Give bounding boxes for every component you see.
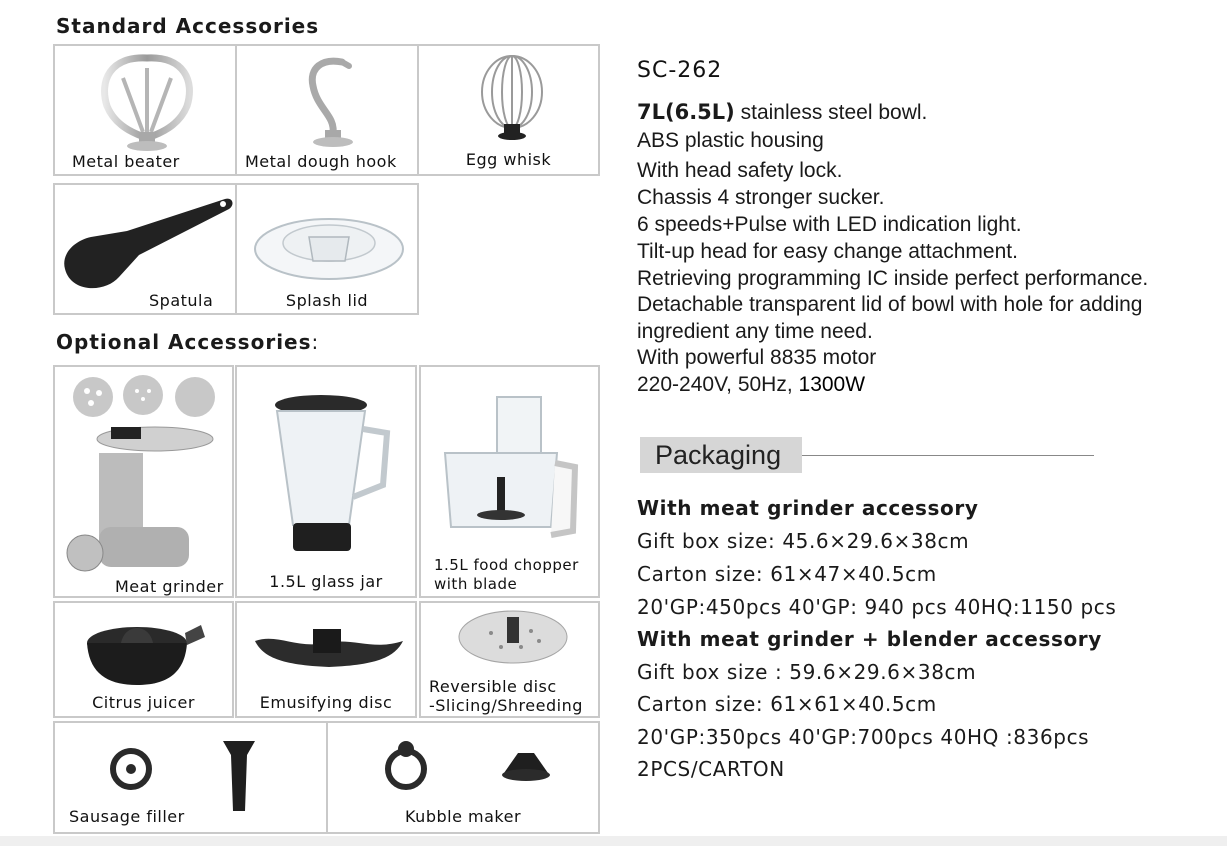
caption: with blade <box>434 575 518 593</box>
caption: Spatula <box>149 291 214 310</box>
packaging-line: 20'GP:450pcs 40'GP: 940 pcs 40HQ:1150 pcs <box>637 595 1117 619</box>
packaging-line: 20'GP:350pcs 40'GP:700pcs 40HQ :836pcs <box>637 725 1090 749</box>
caption: Emusifying disc <box>259 693 393 712</box>
caption: Citrus juicer <box>92 693 195 712</box>
caption: 1.5L glass jar <box>269 572 383 591</box>
standard-accessories-title: Standard Accessories <box>56 14 320 38</box>
caption: Metal dough hook <box>245 152 397 171</box>
spec-power: 220-240V, 50Hz, 1300W <box>637 373 866 396</box>
meat-grinder-icon <box>55 367 236 600</box>
caption: Sausage filler <box>69 807 185 826</box>
food-chopper-cell <box>419 365 600 598</box>
packaging-divider <box>802 455 1094 456</box>
spec-line: Chassis 4 stronger sucker. <box>637 186 885 209</box>
caption: Reversible disc <box>429 677 557 696</box>
citrus-juicer-cell <box>53 601 234 718</box>
packaging-label: Packaging <box>640 437 802 473</box>
caption: 1.5L food chopper <box>434 556 579 574</box>
packaging-heading: With meat grinder + blender accessory <box>637 627 1102 651</box>
caption: Egg whisk <box>465 150 552 169</box>
spec-line: With head safety lock. <box>637 159 843 182</box>
egg-whisk-cell <box>417 44 600 176</box>
optional-accessories-title: Optional Accessories: <box>56 330 320 354</box>
caption: Kubble maker <box>404 807 522 826</box>
packaging-line: Carton size: 61×61×40.5cm <box>637 692 937 716</box>
caption: Splash lid <box>285 291 369 310</box>
spec-line: With powerful 8835 motor <box>637 346 877 369</box>
bottom-strip <box>0 836 1227 846</box>
spec-line: Retrieving programming IC inside perfect performance. <box>637 267 1149 290</box>
packaging-line: Gift box size : 59.6×29.6×38cm <box>637 660 977 684</box>
packaging-line: Gift box size: 45.6×29.6×38cm <box>637 529 970 553</box>
packaging-line: Carton size: 61×47×40.5cm <box>637 562 937 586</box>
caption: -Slicing/Shreeding <box>429 696 583 715</box>
splash-lid-cell <box>235 183 419 315</box>
spec-line: Tilt-up head for easy change attachment. <box>637 240 1018 263</box>
caption: Meat grinder <box>115 577 224 596</box>
spec-bowl: 7L(6.5L) stainless steel bowl. <box>637 100 928 124</box>
emulsifying-disc-cell <box>235 601 417 718</box>
spec-line: 6 speeds+Pulse with LED indication light. <box>637 213 1022 236</box>
model-number: SC-262 <box>637 58 723 83</box>
kubble-maker-cell <box>326 721 600 834</box>
spatula-cell <box>53 183 237 315</box>
spec-line: ingredient any time need. <box>637 320 873 343</box>
dough-hook-cell <box>235 44 419 176</box>
caption: Metal beater <box>72 152 180 171</box>
reversible-disc-cell <box>419 601 600 718</box>
glass-jar-cell <box>235 365 417 598</box>
meat-grinder-cell <box>53 365 234 598</box>
packaging-line: 2PCS/CARTON <box>637 757 785 781</box>
glass-jar-icon <box>237 367 419 600</box>
metal-beater-cell <box>53 44 237 176</box>
packaging-heading: With meat grinder accessory <box>637 496 979 520</box>
spec-line: Detachable transparent lid of bowl with hole for adding <box>637 293 1143 316</box>
spec-line: ABS plastic housing <box>637 129 824 152</box>
sausage-filler-cell <box>53 721 328 834</box>
